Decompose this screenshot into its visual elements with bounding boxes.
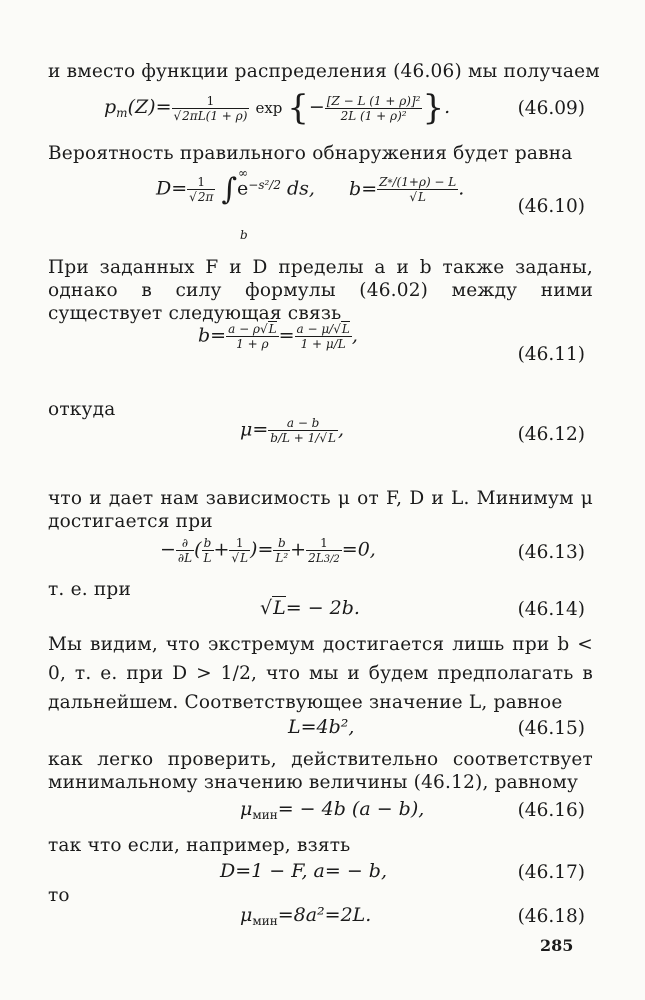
eqnum-46-10: (46.10) [517, 196, 585, 217]
eqnum-46-18: (46.18) [517, 906, 585, 927]
equation-46-16: $\mu_{мин}= - 4b$ (a − b), [240, 798, 425, 822]
eqnum-46-11: (46.11) [517, 344, 585, 365]
paragraph-5: что и дает нам зависимость μ от F, D и L. Минимум μ достигается при [48, 488, 593, 532]
equation-46-12: μ= $\frac{a - b}{b/L + 1/√L}$ , [240, 416, 344, 445]
paragraph-6: т. е. при [48, 579, 132, 600]
equation-46-15: L=4b², [288, 716, 355, 738]
eqnum-46-14: (46.14) [517, 599, 585, 620]
paragraph-1: и вместо функции распределения (46.06) мы получаем [48, 61, 600, 82]
paragraph-2: Вероятность правильного обнаружения будет равна [48, 143, 573, 164]
equation-46-11: b= $\frac{a - \rho√L}{1 + \rho}$ = $\frac{a - \mu/√L}{1 + \mu/L}$ , [198, 322, 358, 351]
paragraph-9: так что если, например, взять [48, 835, 351, 856]
equation-46-18: $\mu_{мин}=8a^2=2L$. [240, 904, 372, 928]
eqnum-46-12: (46.12) [517, 424, 585, 445]
paragraph-10: то [48, 885, 70, 906]
integral-lower-limit: b [240, 228, 248, 242]
equation-46-10: D= $\frac{1}{√2\pi}$ $\int e^{-s^2/2}$ ds, b= $\frac{Z*/(1+\rho) - L}{√L}$ . [156, 172, 465, 207]
equation-46-17: D=1 − F, a= − b, [220, 860, 387, 882]
eqnum-46-13: (46.13) [517, 542, 585, 563]
eqnum-46-16: (46.16) [517, 800, 585, 821]
equation-46-13: − $\frac{\partial}{\partial L}$ ( $\frac{b}{L}$ + $\frac{1}{√L}$ )= $\frac{b}{\text{L²}}$ + $\frac{1}{2L3/2}$ =0, [160, 536, 376, 565]
paragraph-4: откуда [48, 399, 116, 420]
eqnum-46-17: (46.17) [517, 862, 585, 883]
equation-46-14: √L= − 2b. [260, 597, 360, 619]
page-number: 285 [540, 936, 574, 955]
equation-46-09: $p_m(Z)=$ $\frac{1}{√2\pi L(1 + \rho)}$ exp {− $\frac{\text{[Z − L (1 + ρ)]²}}{\text{2L (1 + ρ)²}}$ }. [104, 88, 451, 128]
paragraph-3: При заданных F и D пределы a и b также заданы, однако в силу формулы (46.02) между ними существует следующая связь [48, 257, 593, 324]
eqnum-46-09: (46.09) [517, 98, 585, 119]
eqnum-46-15: (46.15) [517, 718, 585, 739]
integral-upper-limit: ∞ [238, 166, 248, 180]
paragraph-7: Мы видим, что экстремум достигается лишь при b < 0, т. е. при D > 1/2, что мы и будем предполагать в дальнейшем. Соответствующее значение L, равное [48, 634, 593, 713]
paragraph-8: как легко проверить, действительно соответствует минимальному значению величины (46.12), равному [48, 749, 593, 793]
